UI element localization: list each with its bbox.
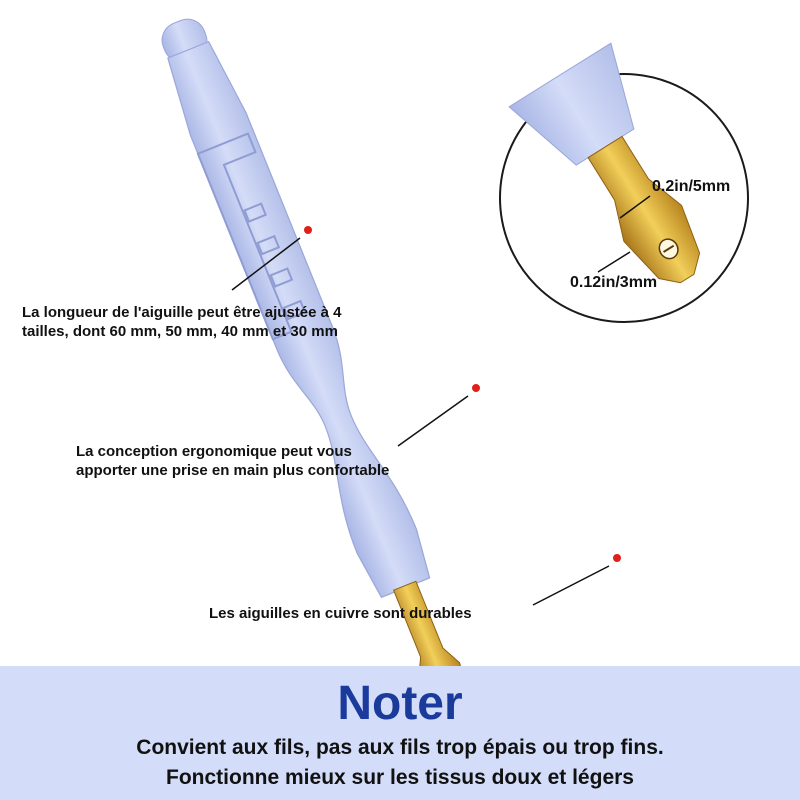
marker-dot bbox=[472, 384, 480, 392]
note-line-2: Fonctionne mieux sur les tissus doux et légers bbox=[166, 766, 634, 789]
pointer-line bbox=[398, 396, 468, 446]
note-line-1: Convient aux fils, pas aux fils trop épais ou trop fins. bbox=[136, 736, 664, 759]
copper-needle-annotation: Les aiguilles en cuivre sont durables bbox=[209, 605, 472, 622]
needle-length-annotation: La longueur de l'aiguille peut être ajustée à 4 tailles, dont 60 mm, 50 mm, 40 mm et 30 mm bbox=[22, 304, 342, 340]
marker-dot bbox=[304, 226, 312, 234]
inset-width-dimension: 0.12in/3mm bbox=[570, 274, 658, 291]
note-title: Noter bbox=[337, 677, 463, 730]
ergonomic-grip-annotation: La conception ergonomique peut vous apporter une prise en main plus confortable bbox=[76, 443, 390, 479]
pointer-line bbox=[533, 566, 609, 605]
marker-dot bbox=[613, 554, 621, 562]
punch-needle-pen bbox=[147, 10, 488, 731]
inset-length-dimension: 0.2in/5mm bbox=[652, 178, 731, 195]
